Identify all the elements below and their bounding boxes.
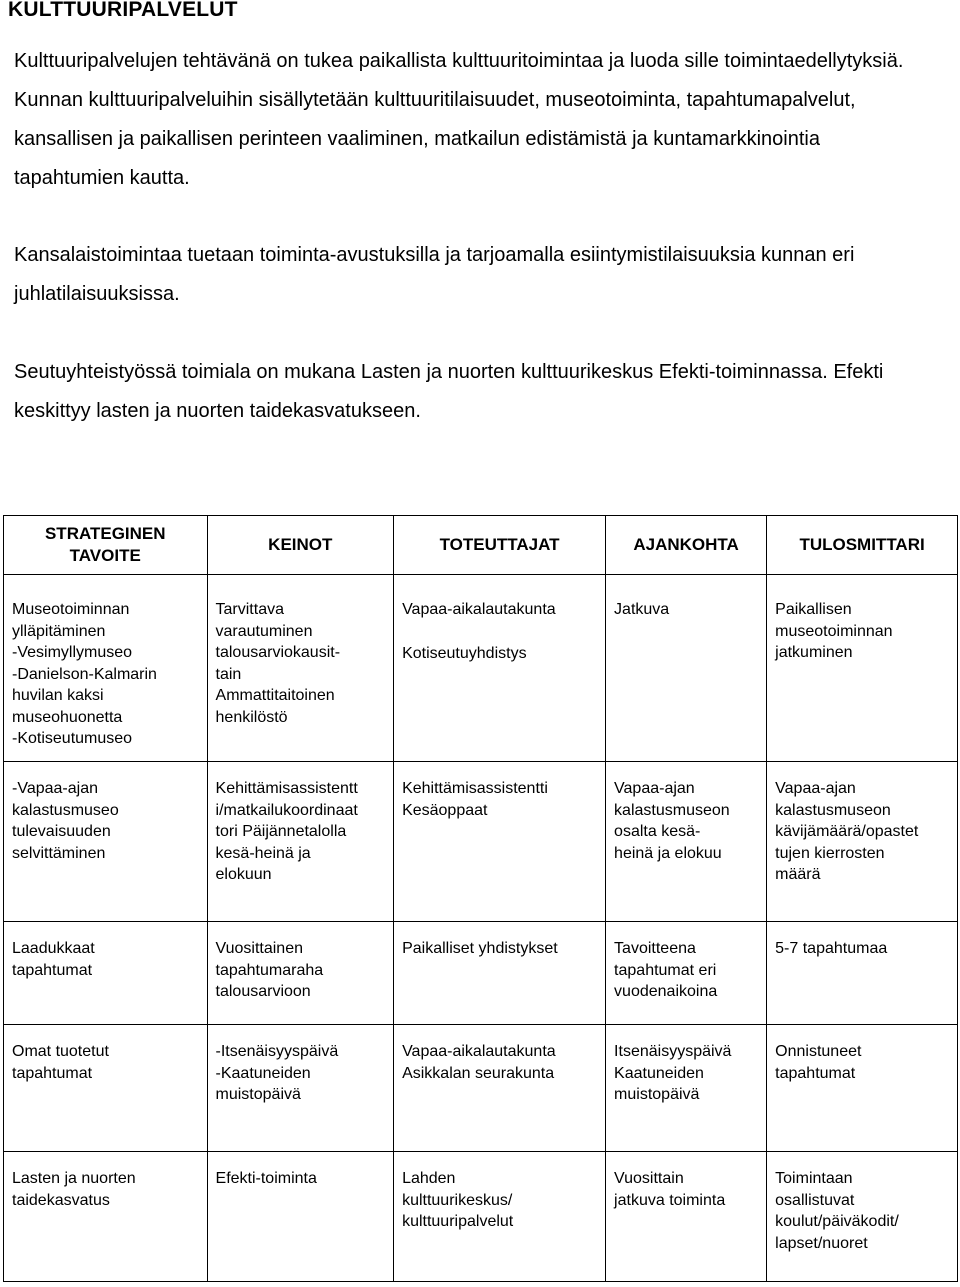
indicator-cell	[767, 1152, 958, 1282]
cell-text: kesä-heinä ja	[215, 844, 311, 862]
page-title: KULTTUURIPALVELUT	[8, 0, 238, 21]
cell-text: Kesäoppaat	[402, 801, 488, 819]
cell-text: Jatkuva	[614, 601, 670, 618]
cell-text: Kaatuneiden	[614, 1064, 704, 1082]
cell-text: Asikkalan seurakunta	[402, 1064, 555, 1082]
cell-text: Tavoitteena	[614, 940, 696, 957]
timing-cell	[606, 922, 767, 1025]
cell-text: Laadukkaat	[12, 940, 95, 957]
means-cell	[207, 762, 394, 922]
cell-text: Ammattitaitoinen	[215, 687, 335, 704]
cell-text: Vuosittain	[614, 1170, 684, 1187]
civic-activity-paragraph: Kansalaistoimintaa tuetaan toiminta-avustuksilla ja tarjoamalla esiintymistilaisuuksia kunnan eri juhlatilaisuuksissa.	[14, 244, 855, 305]
cell-text: jatkuva toiminta	[614, 1191, 726, 1209]
cell-text: kävijämäärä/opastet	[775, 823, 919, 840]
cell-text: Lasten ja nuorten	[12, 1170, 136, 1187]
cell-text: henkilöstö	[215, 708, 288, 726]
indicator-cell	[767, 1025, 958, 1152]
cell-text: ylläpitäminen	[12, 622, 106, 640]
cell-text: museotoiminnan	[775, 622, 893, 640]
cell-text: Kehittämisassistentt	[215, 780, 358, 797]
means-cell	[207, 575, 394, 762]
cell-text: varautuminen	[215, 622, 313, 640]
strategic-goal-cell	[4, 1025, 208, 1152]
implementers-cell	[394, 1025, 606, 1152]
strategic-goal-cell	[4, 922, 208, 1025]
cell-text: Kotiseutuyhdistys	[402, 644, 527, 662]
implementers-cell	[394, 1152, 606, 1282]
cell-text: osallistuvat	[775, 1191, 855, 1209]
implementers-cell	[394, 762, 606, 922]
cell-text: -Vapaa-ajan	[12, 780, 98, 797]
cell-text: huvilan kaksi	[12, 687, 104, 704]
header-timing: AJANKOHTA	[606, 516, 767, 575]
cell-text: Vuosittainen	[215, 940, 303, 957]
cell-text: muistopäivä	[215, 1086, 301, 1103]
cell-text: tori Päijännetalolla	[215, 823, 347, 840]
cell-text: Museotoiminnan	[12, 601, 130, 618]
cell-text: Paikallisen	[775, 601, 852, 618]
cell-text: tapahtumat	[12, 961, 93, 979]
cell-text: lapset/nuoret	[775, 1234, 868, 1252]
cell-text: elokuun	[215, 866, 272, 883]
table-row	[4, 922, 958, 1025]
timing-cell	[606, 762, 767, 922]
header-means: KEINOT	[207, 516, 394, 575]
cell-text: i/matkailukoordinaat	[215, 801, 358, 819]
cell-text: tujen kierrosten	[775, 844, 885, 862]
means-cell	[207, 1025, 394, 1152]
indicator-cell	[767, 762, 958, 922]
cell-text: tain	[215, 665, 242, 683]
cell-text: koulut/päiväkodit/	[775, 1213, 899, 1230]
strategy-table	[3, 515, 958, 1282]
timing-cell	[606, 575, 767, 762]
cell-text: Paikalliset yhdistykset	[402, 940, 558, 957]
cell-text: jatkuminen	[775, 644, 853, 661]
indicator-cell	[767, 922, 958, 1025]
cell-text: museohuonetta	[12, 708, 123, 726]
cell-text: vuodenaikoina	[614, 983, 718, 1000]
cell-text: tapahtumat	[12, 1064, 93, 1082]
strategic-goal-cell	[4, 762, 208, 922]
cell-text: Vapaa-aikalautakunta	[402, 601, 556, 618]
cell-text: talousarvioon	[215, 983, 311, 1000]
timing-cell	[606, 1152, 767, 1282]
cell-text: -Vesimyllymuseo	[12, 644, 133, 661]
cell-text: -Kotiseutumuseo	[12, 730, 133, 747]
cell-text: heinä ja elokuu	[614, 844, 722, 862]
cell-text: selvittäminen	[12, 844, 106, 862]
strategic-goal-cell	[4, 575, 208, 762]
cell-text: tapahtumaraha	[215, 961, 324, 979]
cell-text: muistopäivä	[614, 1086, 700, 1103]
cell-text: 5-7 tapahtumaa	[775, 940, 888, 957]
table-header-row	[4, 516, 958, 575]
means-cell	[207, 922, 394, 1025]
cell-text: talousarviokausit-	[215, 644, 341, 661]
table-row	[4, 1152, 958, 1282]
regional-cooperation-paragraph: Seutuyhteistyössä toimiala on mukana Lasten ja nuorten kulttuurikeskus Efekti-toiminnassa. Efekti keskittyy lasten ja nuorten taidekasvatukseen.	[14, 361, 884, 422]
means-cell	[207, 1152, 394, 1282]
table-row	[4, 762, 958, 922]
cell-text: tapahtumat eri	[614, 961, 717, 979]
cell-text: Onnistuneet	[775, 1043, 862, 1060]
cell-text: -Danielson-Kalmarin	[12, 665, 157, 683]
cell-text: tapahtumat	[775, 1064, 856, 1082]
header-strategic-goal: STRATEGINEN TAVOITE	[4, 516, 208, 575]
strategic-goal-cell	[4, 1152, 208, 1282]
cell-text: määrä	[775, 866, 821, 883]
indicator-cell	[767, 575, 958, 762]
cell-text: kalastusmuseo	[12, 801, 119, 819]
cell-text: Lahden	[402, 1170, 456, 1187]
header-indicator: TULOSMITTARI	[767, 516, 958, 575]
cell-text: tulevaisuuden	[12, 823, 111, 840]
cell-text: -Kaatuneiden	[215, 1064, 311, 1082]
cell-text: Tarvittava	[215, 601, 284, 618]
cell-text: kulttuuripalvelut	[402, 1213, 514, 1230]
implementers-cell	[394, 922, 606, 1025]
cell-text: taidekasvatus	[12, 1191, 110, 1209]
cell-text: -Itsenäisyyspäivä	[215, 1043, 339, 1060]
table-row	[4, 1025, 958, 1152]
cell-text: Toimintaan	[775, 1170, 853, 1187]
table-row	[4, 575, 958, 762]
cell-text: kulttuurikeskus/	[402, 1191, 513, 1209]
cell-text: Vapaa-aikalautakunta	[402, 1043, 556, 1060]
implementers-cell	[394, 575, 606, 762]
cell-text: Vapaa-ajan	[614, 780, 695, 797]
cell-text: osalta kesä-	[614, 823, 701, 840]
cell-text: Vapaa-ajan	[775, 780, 856, 797]
cell-text: Itsenäisyyspäivä	[614, 1043, 732, 1060]
timing-cell	[606, 1025, 767, 1152]
intro-paragraph: Kulttuuripalvelujen tehtävänä on tukea paikallista kulttuuritoimintaa ja luoda sille toimintaedellytyksiä. Kunnan kulttuuripalveluihin sisällytetään kulttuuritilaisuudet, museotoiminta, tapahtumapalvelut, kansallisen ja paikallisen perinteen vaaliminen, matkailun edistämistä ja kuntamarkkinointia tapahtumien kautta.	[14, 50, 904, 189]
cell-text: Efekti-toiminta	[215, 1170, 317, 1187]
header-implementers: TOTEUTTAJAT	[394, 516, 606, 575]
cell-text: kalastusmuseon	[614, 801, 730, 819]
cell-text: Omat tuotetut	[12, 1043, 109, 1060]
cell-text: Kehittämisassistentti	[402, 780, 548, 797]
cell-text: kalastusmuseon	[775, 801, 891, 819]
